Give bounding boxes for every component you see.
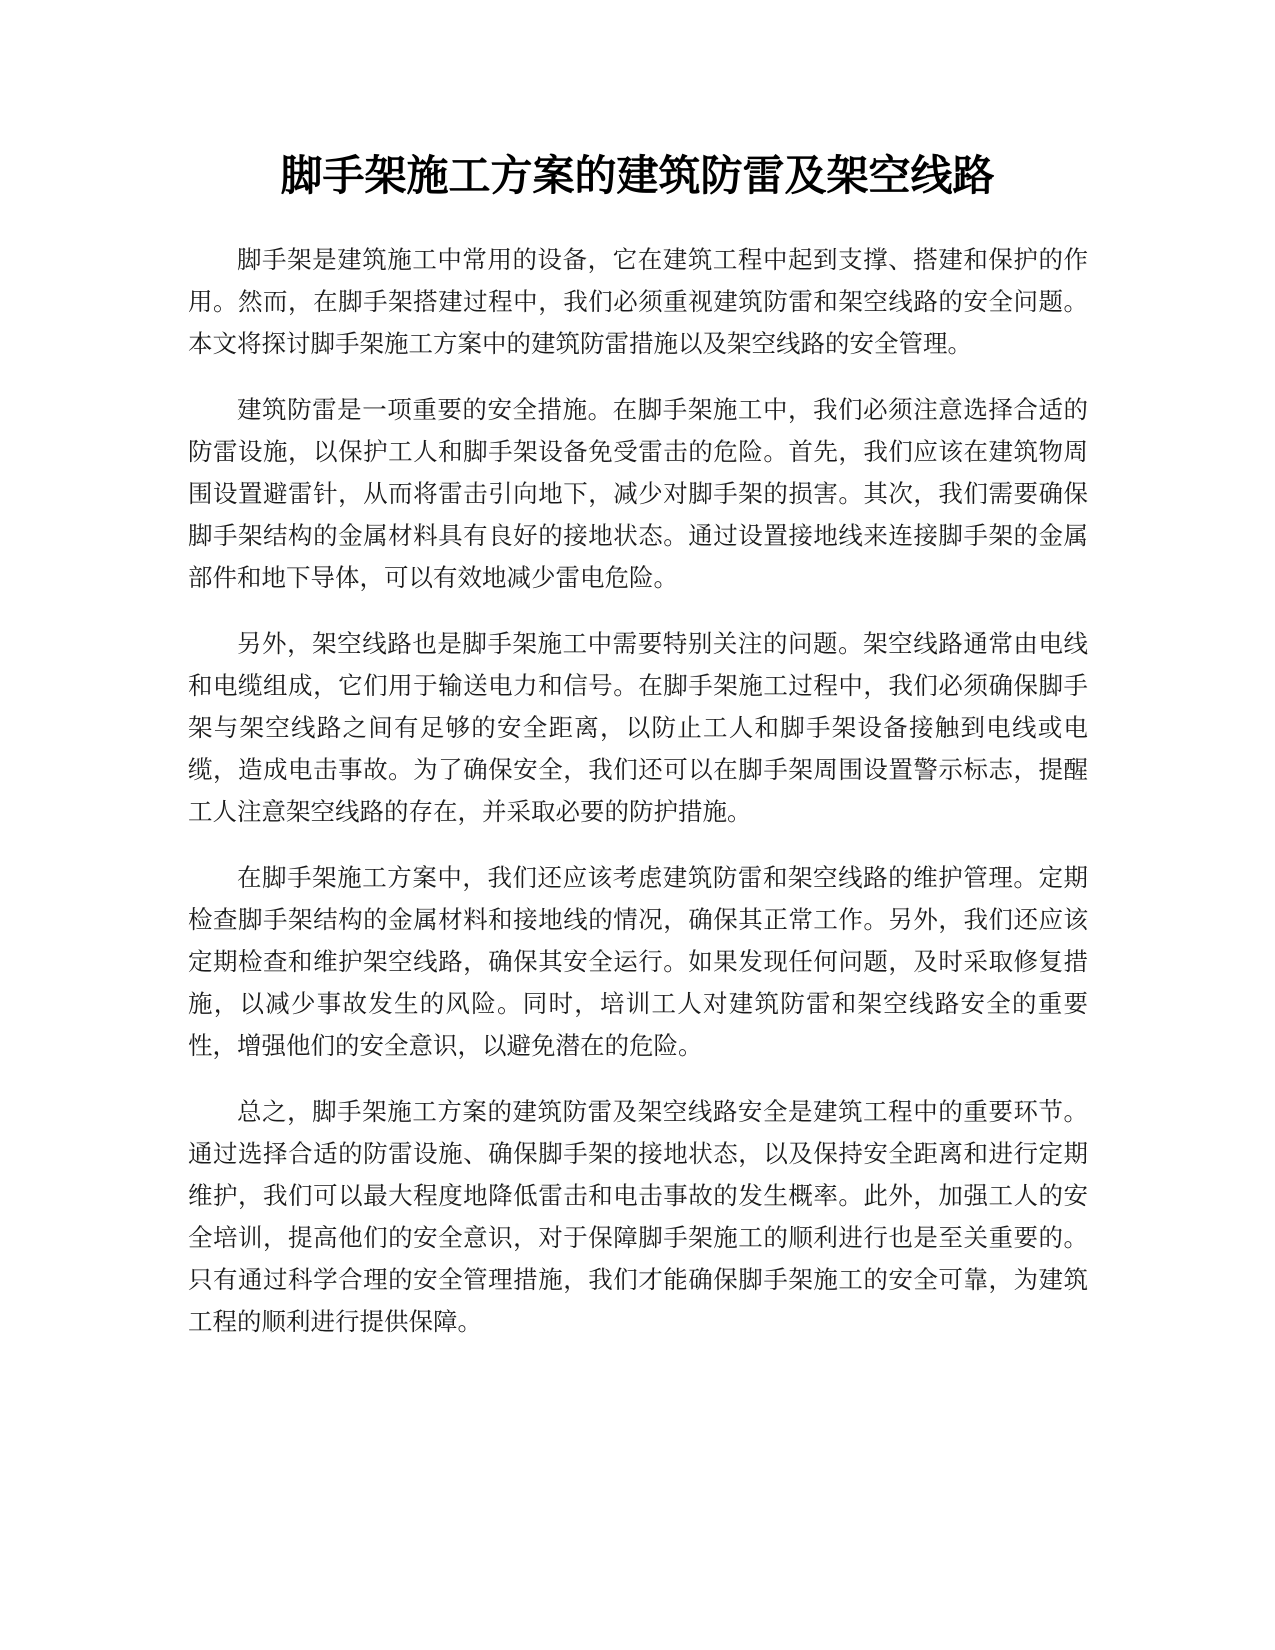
paragraph-conclusion: 总之，脚手架施工方案的建筑防雷及架空线路安全是建筑工程中的重要环节。通过选择合适的防雷设施、确保脚手架的接地状态，以及保持安全距离和进行定期维护，我们可以最大程度地降低雷击和电击事故的发生概率。此外，加强工人的安全培训，提高他们的安全意识，对于保障脚手架施工的顺利进行也是至关重要的。只有通过科学合理的安全管理措施，我们才能确保脚手架施工的安全可靠，为建筑工程的顺利进行提供保障。 — [188, 1097, 1088, 1336]
paragraph-maintenance: 在脚手架施工方案中，我们还应该考虑建筑防雷和架空线路的维护管理。定期检查脚手架结构的金属材料和接地线的情况，确保其正常工作。另外，我们还应该定期检查和维护架空线路，确保其安全运行。如果发现任何问题，及时采取修复措施，以减少事故发生的风险。同时，培训工人对建筑防雷和架空线路安全的重要性，增强他们的安全意识，以避免潜在的危险。 — [188, 863, 1088, 1060]
paragraph-lightning-protection: 建筑防雷是一项重要的安全措施。在脚手架施工中，我们必须注意选择合适的防雷设施，以保护工人和脚手架设备免受雷击的危险。首先，我们应该在建筑物周围设置避雷针，从而将雷击引向地下，减少对脚手架的损害。其次，我们需要确保脚手架结构的金属材料具有良好的接地状态。通过设置接地线来连接脚手架的金属部件和地下导体，可以有效地减少雷电危险。 — [188, 395, 1088, 592]
paragraph-intro: 脚手架是建筑施工中常用的设备，它在建筑工程中起到支撑、搭建和保护的作用。然而，在脚手架搭建过程中，我们必须重视建筑防雷和架空线路的安全问题。本文将探讨脚手架施工方案中的建筑防雷措施以及架空线路的安全管理。 — [188, 245, 1088, 358]
document-body — [188, 239, 1088, 1367]
paragraph-overhead-lines: 另外，架空线路也是脚手架施工中需要特别关注的问题。架空线路通常由电线和电缆组成，它们用于输送电力和信号。在脚手架施工过程中，我们必须确保脚手架与架空线路之间有足够的安全距离，以防止工人和脚手架设备接触到电线或电缆，造成电击事故。为了确保安全，我们还可以在脚手架周围设置警示标志，提醒工人注意架空线路的存在，并采取必要的防护措施。 — [188, 629, 1088, 826]
document-title: 脚手架施工方案的建筑防雷及架空线路 — [280, 151, 995, 200]
